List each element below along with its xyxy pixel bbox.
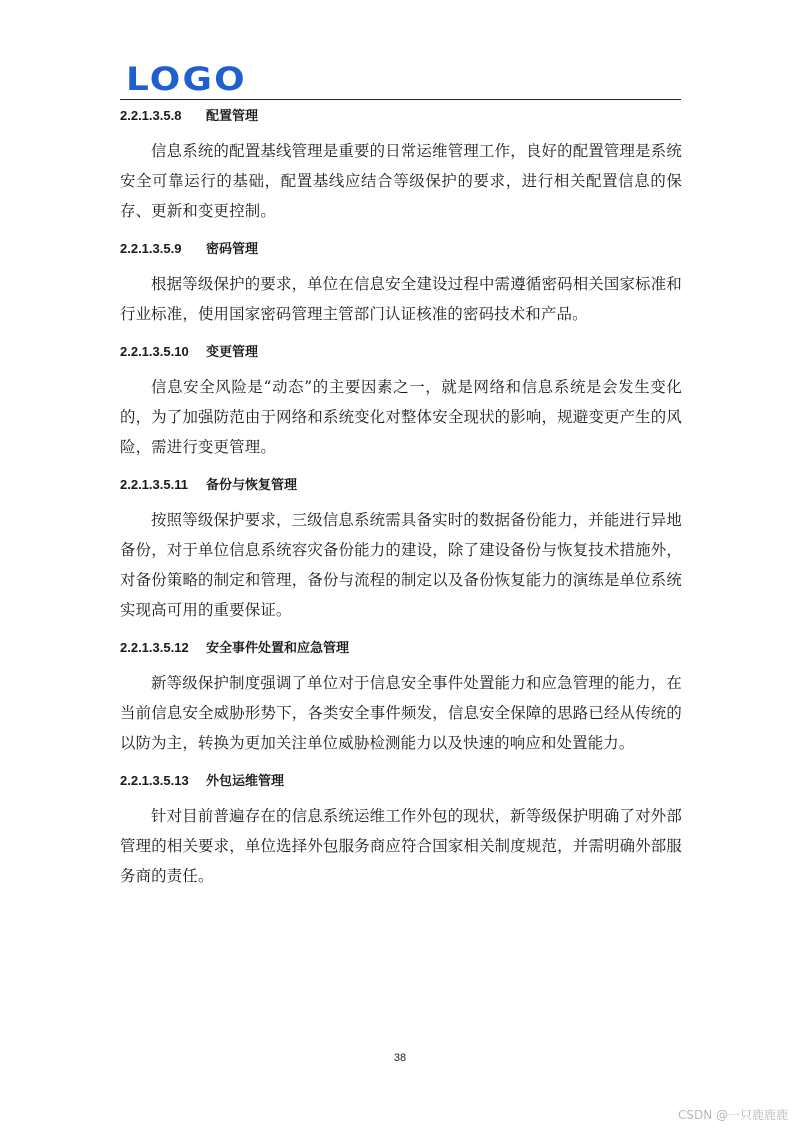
section-heading [120,239,682,259]
section-number: 2.2.1.3.5.9 [120,241,182,256]
section-title: 安全事件处置和应急管理 [206,640,350,655]
section-title: 备份与恢复管理 [206,477,298,492]
section-paragraph: 按照等级保护要求，三级信息系统需具备实时的数据备份能力，并能进行异地备份，对于单位信息系统容灾备份能力的建设，除了建设备份与恢复技术措施外，对备份策略的制定和管理，备份与流程的制定以及备份恢复能力的演练是单位系统实现高可用的重要保证。 [120,511,682,619]
section-number: 2.2.1.3.5.12 [120,640,189,655]
section-title: 配置管理 [206,108,259,123]
section-paragraph: 根据等级保护的要求，单位在信息安全建设过程中需遵循密码相关国家标准和行业标准，使用国家密码管理主管部门认证核准的密码技术和产品。 [120,275,682,323]
section-incident-response [120,638,682,758]
section-paragraph: 新等级保护制度强调了单位对于信息安全事件处置能力和应急管理的能力，在当前信息安全威胁形势下，各类安全事件频发，信息安全保障的思路已经从传统的以防为主，转换为更加关注单位威胁检测能力以及快速的响应和处置能力。 [120,674,682,752]
section-config-management [120,106,682,226]
company-logo: LOGO [126,60,247,98]
section-heading [120,106,682,126]
section-heading [120,475,682,495]
section-number: 2.2.1.3.5.13 [120,773,189,788]
section-number: 2.2.1.3.5.11 [120,477,188,492]
header-divider [120,99,681,100]
section-heading [120,342,682,362]
section-heading [120,638,682,658]
page-number: 38 [393,1052,407,1064]
section-backup-recovery [120,475,682,625]
section-paragraph: 针对目前普遍存在的信息系统运维工作外包的现状，新等级保护明确了对外部管理的相关要求，单位选择外包服务商应符合国家相关制度规范，并需明确外部服务商的责任。 [120,807,682,885]
section-paragraph: 信息安全风险是“动态”的主要因素之一，就是网络和信息系统是会发生变化的，为了加强防范由于网络和系统变化对整体安全现状的影响，规避变更产生的风险，需进行变更管理。 [120,378,682,456]
section-title: 外包运维管理 [206,773,285,788]
section-number: 2.2.1.3.5.8 [120,108,182,123]
section-heading [120,771,682,791]
document-body [120,106,682,904]
section-title: 密码管理 [206,241,259,256]
section-paragraph: 信息系统的配置基线管理是重要的日常运维管理工作，良好的配置管理是系统安全可靠运行的基础，配置基线应结合等级保护的要求，进行相关配置信息的保存、更新和变更控制。 [120,142,682,220]
section-password-management [120,239,682,329]
section-change-management [120,342,682,462]
section-number: 2.2.1.3.5.10 [120,344,189,359]
section-outsourcing [120,771,682,891]
watermark-text: CSDN @一只鹿鹿鹿 [677,1108,788,1122]
section-title: 变更管理 [206,344,259,359]
